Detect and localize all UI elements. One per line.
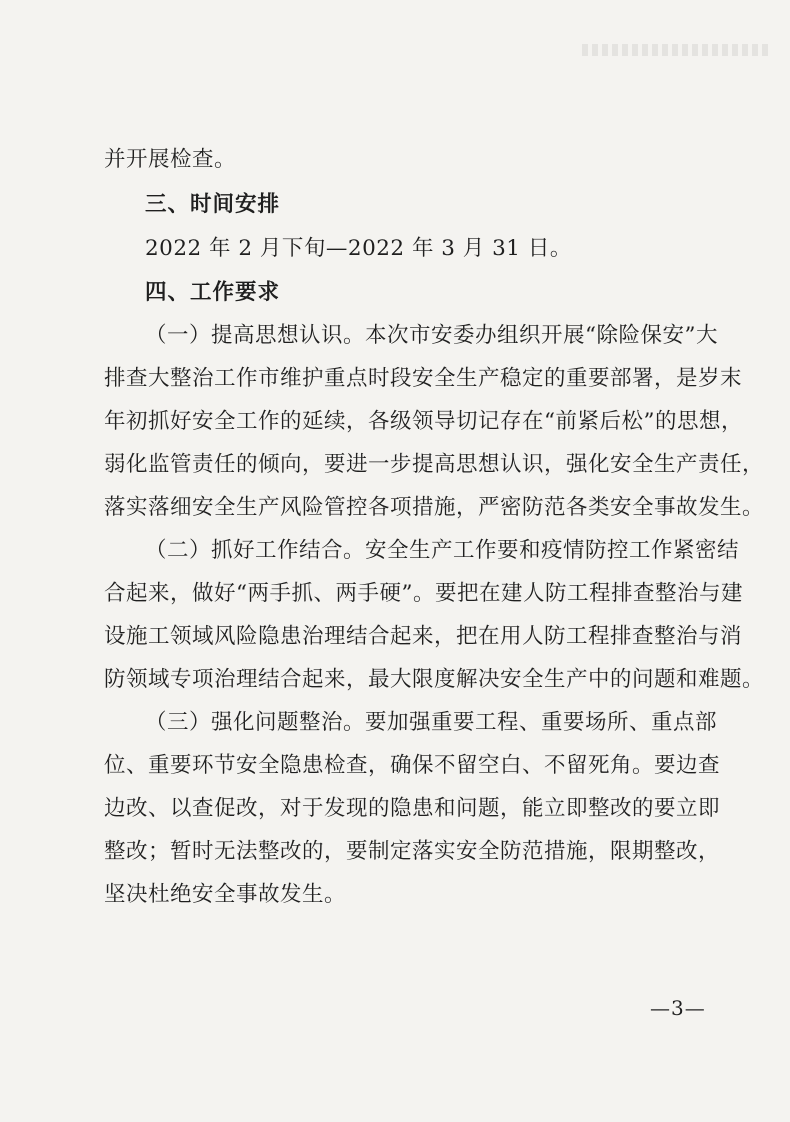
paragraph-line: （一）提高思想认识。本次市安委办组织开展“除险保安”大 xyxy=(145,323,718,348)
page-number: —3— xyxy=(650,996,706,1020)
section-heading-requirements: 四、工作要求 xyxy=(145,280,281,305)
paragraph-line: 设施工领域风险隐患治理结合起来，把在用人防工程排查整治与消 xyxy=(104,624,743,649)
paragraph-line: 弱化监管责任的倾向，要进一步提高思想认识，强化安全生产责任， xyxy=(104,452,765,477)
paragraph-line: （三）强化问题整治。要加强重要工程、重要场所、重点部 xyxy=(145,710,718,735)
paragraph-line: 排查大整治工作市维护重点时段安全生产稳定的重要部署，是岁末 xyxy=(104,366,743,391)
paragraph-line: （二）抓好工作结合。安全生产工作要和疫情防控工作紧密结 xyxy=(145,538,740,563)
paragraph-line: 年初抓好安全工作的延续，各级领导切记存在“前紧后松”的思想， xyxy=(104,409,743,434)
paragraph-line: 防领域专项治理结合起来，最大限度解决安全生产中的问题和难题。 xyxy=(104,667,765,692)
paragraph-line: 坚决杜绝安全事故发生。 xyxy=(104,882,347,907)
paragraph-line: 整改；暂时无法整改的，要制定落实安全防范措施，限期整改， xyxy=(104,839,721,864)
text-line: 并开展检查。 xyxy=(104,147,237,172)
paragraph-line: 边改、以查促改，对于发现的隐患和问题，能立即整改的要立即 xyxy=(104,796,721,821)
scan-artifact xyxy=(582,44,772,56)
schedule-text: 2022 年 2 月下旬—2022 年 3 月 31 日。 xyxy=(145,236,572,261)
paragraph-line: 落实落细安全生产风险管控各项措施，严密防范各类安全事故发生。 xyxy=(104,495,765,520)
paragraph-line: 合起来，做好“两手抓、两手硬”。要把在建人防工程排查整治与建 xyxy=(104,581,743,606)
paragraph-line: 位、重要环节安全隐患检查，确保不留空白、不留死角。要边查 xyxy=(104,753,721,778)
section-heading-schedule: 三、时间安排 xyxy=(145,192,281,217)
